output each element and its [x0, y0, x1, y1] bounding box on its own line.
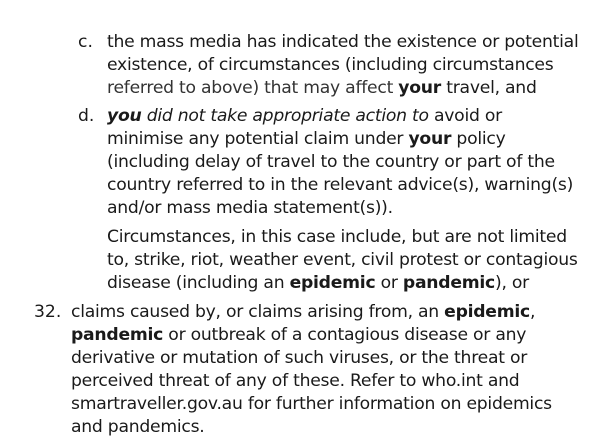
note-line-1: Circumstances, in this case include, but are not limited: [107, 227, 567, 247]
list-marker-32: 32.: [34, 302, 62, 322]
defined-term-pandemic: pandemic: [71, 325, 164, 345]
item-d-italic-text: did not take appropriate action to: [141, 106, 429, 126]
item-d-line-2: [107, 128, 506, 151]
list-marker-d: d.: [78, 106, 95, 126]
item-c-line-3: [107, 77, 537, 100]
defined-term-epidemic: epidemic: [289, 273, 376, 293]
item-d-line-1: [107, 105, 502, 128]
note-line-3-or: or: [375, 273, 403, 293]
item-32-line-1: [71, 301, 535, 324]
note-line-3-text: disease (including an: [107, 273, 290, 293]
defined-term-epidemic: epidemic: [444, 302, 530, 322]
defined-term-you: you: [107, 106, 142, 126]
note-line-3-end: ), or: [495, 273, 529, 293]
item-32-line-1-end: ,: [529, 302, 536, 322]
item-32-line-6: and pandemics.: [71, 417, 205, 437]
item-d-line-4: country referred to in the relevant advice(s), warning(s): [107, 175, 574, 195]
note-line-3: [107, 272, 529, 295]
item-d-line-2-end: policy: [451, 129, 506, 149]
item-c-line-3-text: referred to above) that may affect: [107, 78, 399, 98]
item-d-line-2-text: minimise any potential claim under: [107, 129, 409, 149]
item-32-line-1-text: claims caused by, or claims arising from, an: [71, 302, 445, 322]
item-d-line-1-end: avoid or: [428, 106, 502, 126]
item-32-line-5: smartraveller.gov.au for further information on epidemics: [71, 394, 552, 414]
item-32-line-2: [71, 324, 526, 347]
item-c-line-3-end: travel, and: [441, 78, 537, 98]
item-32-line-2-text: or outbreak of a contagious disease or any: [163, 325, 527, 345]
defined-term-your: your: [408, 129, 452, 149]
list-marker-c: c.: [78, 32, 93, 52]
item-32-line-4: perceived threat of any of these. Refer to who.int and: [71, 371, 520, 391]
defined-term-your: your: [398, 78, 442, 98]
item-d-line-3: (including delay of travel to the country or part of the: [107, 152, 555, 172]
item-32-line-3: derivative or mutation of such viruses, or the threat or: [71, 348, 528, 368]
item-d-line-5: and/or mass media statement(s)).: [107, 198, 393, 218]
item-c-line-2: existence, of circumstances (including circumstances: [107, 55, 554, 75]
note-line-2: to, strike, riot, weather event, civil protest or contagious: [107, 250, 578, 270]
defined-term-pandemic: pandemic: [402, 273, 495, 293]
item-c-line-1: the mass media has indicated the existence or potential: [107, 32, 579, 52]
